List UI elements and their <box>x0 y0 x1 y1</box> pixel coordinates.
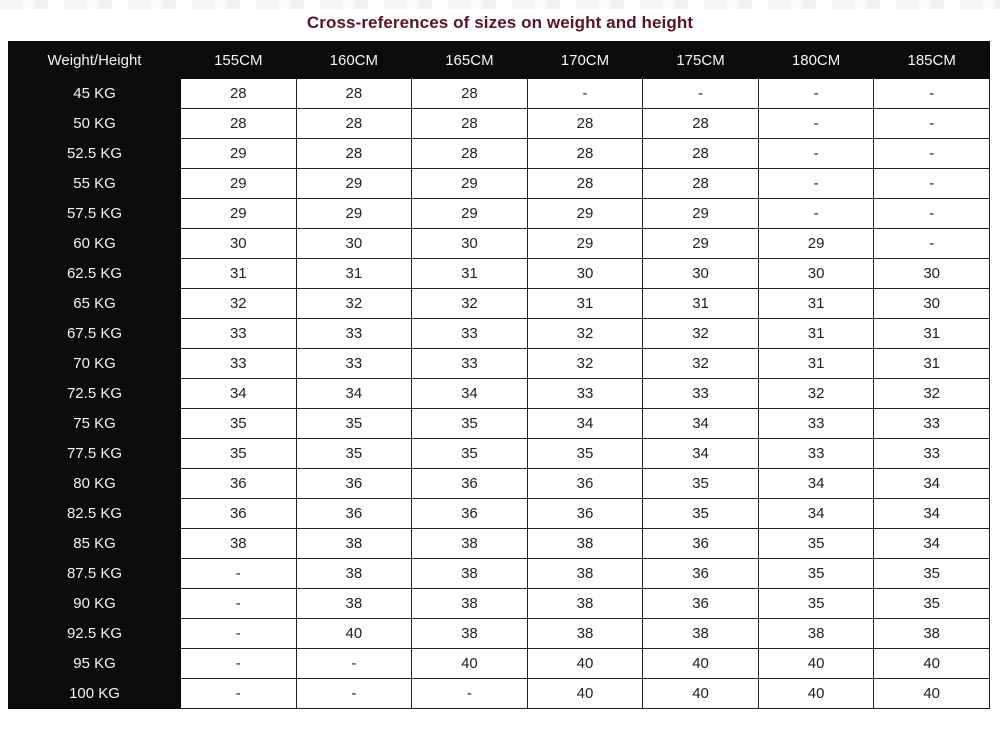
size-cell: - <box>643 79 759 109</box>
size-cell: 34 <box>181 379 297 409</box>
size-cell: 34 <box>296 379 412 409</box>
size-cell: - <box>181 679 297 709</box>
size-cell: 36 <box>296 469 412 499</box>
size-cell: 35 <box>758 529 874 559</box>
column-header: 175CM <box>643 42 759 79</box>
size-cell: 40 <box>758 649 874 679</box>
size-cell: 38 <box>412 559 528 589</box>
table-row <box>9 529 990 559</box>
size-cell: 33 <box>412 319 528 349</box>
table-body <box>9 79 990 709</box>
size-cell: 28 <box>296 109 412 139</box>
row-header: 85 KG <box>9 529 181 559</box>
size-cell: 31 <box>527 289 643 319</box>
table-row <box>9 679 990 709</box>
size-cell: 35 <box>874 559 990 589</box>
size-cell: 35 <box>412 439 528 469</box>
row-header: 75 KG <box>9 409 181 439</box>
size-cell: 35 <box>527 439 643 469</box>
size-cell: - <box>758 199 874 229</box>
size-cell: - <box>874 169 990 199</box>
size-cell: - <box>181 589 297 619</box>
size-cell: 32 <box>412 289 528 319</box>
size-cell: 28 <box>181 109 297 139</box>
size-cell: 32 <box>643 319 759 349</box>
row-header: 62.5 KG <box>9 259 181 289</box>
size-cell: - <box>874 139 990 169</box>
row-header: 45 KG <box>9 79 181 109</box>
size-cell: 29 <box>643 199 759 229</box>
size-cell: 29 <box>412 199 528 229</box>
row-header: 80 KG <box>9 469 181 499</box>
size-cell: 35 <box>874 589 990 619</box>
size-cell: 31 <box>181 259 297 289</box>
size-cell: 33 <box>758 409 874 439</box>
table-row <box>9 139 990 169</box>
size-cell: 40 <box>874 679 990 709</box>
size-cell: 30 <box>874 259 990 289</box>
size-cell: - <box>758 79 874 109</box>
row-header: 87.5 KG <box>9 559 181 589</box>
size-cell: 34 <box>758 469 874 499</box>
size-cell: 38 <box>527 559 643 589</box>
size-cell: 29 <box>527 229 643 259</box>
size-cell: 29 <box>412 169 528 199</box>
table-row <box>9 499 990 529</box>
size-cell: 28 <box>643 139 759 169</box>
size-cell: 33 <box>181 349 297 379</box>
size-cell: 38 <box>758 619 874 649</box>
size-cell: 40 <box>758 679 874 709</box>
size-cell: 33 <box>874 439 990 469</box>
size-cell: 32 <box>643 349 759 379</box>
size-cell: - <box>181 559 297 589</box>
size-cell: 30 <box>296 229 412 259</box>
size-cell: 33 <box>874 409 990 439</box>
size-cell: 38 <box>643 619 759 649</box>
row-header: 55 KG <box>9 169 181 199</box>
size-cell: 38 <box>296 559 412 589</box>
top-edge-artifact <box>0 0 1000 9</box>
size-cell: 30 <box>527 259 643 289</box>
size-cell: 34 <box>874 469 990 499</box>
row-header: 57.5 KG <box>9 199 181 229</box>
size-cell: - <box>527 79 643 109</box>
row-header: 60 KG <box>9 229 181 259</box>
table-row <box>9 469 990 499</box>
size-cell: 33 <box>643 379 759 409</box>
size-cell: 33 <box>296 319 412 349</box>
size-cell: 28 <box>527 139 643 169</box>
size-cell: 29 <box>181 139 297 169</box>
size-cell: 40 <box>412 649 528 679</box>
size-cell: 31 <box>758 319 874 349</box>
size-cell: 38 <box>527 529 643 559</box>
table-row <box>9 259 990 289</box>
table-row <box>9 199 990 229</box>
row-header: 65 KG <box>9 289 181 319</box>
size-cell: 38 <box>296 529 412 559</box>
size-cell: 33 <box>412 349 528 379</box>
size-cell: - <box>181 619 297 649</box>
row-header: 90 KG <box>9 589 181 619</box>
table-row <box>9 169 990 199</box>
size-cell: 30 <box>758 259 874 289</box>
size-cell: 36 <box>643 529 759 559</box>
table-row <box>9 319 990 349</box>
row-header: 92.5 KG <box>9 619 181 649</box>
size-cell: 34 <box>412 379 528 409</box>
size-cell: 35 <box>181 409 297 439</box>
size-cell: 28 <box>527 109 643 139</box>
size-cell: - <box>874 229 990 259</box>
size-cell: 31 <box>758 349 874 379</box>
size-cell: 38 <box>874 619 990 649</box>
size-cell: 34 <box>643 409 759 439</box>
size-cell: 29 <box>181 199 297 229</box>
page-title: Cross-references of sizes on weight and height <box>306 13 694 32</box>
size-cell: 29 <box>527 199 643 229</box>
size-cell: 34 <box>874 499 990 529</box>
row-header: 95 KG <box>9 649 181 679</box>
size-cell: - <box>758 109 874 139</box>
row-header: 70 KG <box>9 349 181 379</box>
size-cell: 40 <box>527 679 643 709</box>
size-cell: 36 <box>527 469 643 499</box>
size-cell: 29 <box>758 229 874 259</box>
table-header <box>9 42 990 79</box>
size-cell: 29 <box>181 169 297 199</box>
size-cell: - <box>412 679 528 709</box>
size-cell: 34 <box>527 409 643 439</box>
size-cell: 33 <box>527 379 643 409</box>
size-cell: 34 <box>874 529 990 559</box>
row-header: 77.5 KG <box>9 439 181 469</box>
size-cell: - <box>296 679 412 709</box>
size-cell: 36 <box>412 469 528 499</box>
size-cell: - <box>758 139 874 169</box>
column-header: 180CM <box>758 42 874 79</box>
table-row <box>9 79 990 109</box>
size-cell: 31 <box>412 259 528 289</box>
size-cell: - <box>874 79 990 109</box>
size-cell: 36 <box>412 499 528 529</box>
size-cell: 30 <box>643 259 759 289</box>
size-cell: 36 <box>296 499 412 529</box>
row-header: 82.5 KG <box>9 499 181 529</box>
size-cell: 36 <box>181 499 297 529</box>
size-cell: 35 <box>643 469 759 499</box>
table-row <box>9 289 990 319</box>
size-cell: 34 <box>758 499 874 529</box>
size-cell: 38 <box>412 619 528 649</box>
size-cell: 30 <box>874 289 990 319</box>
size-cell: 36 <box>643 589 759 619</box>
size-cell: 38 <box>527 589 643 619</box>
size-cell: 28 <box>296 79 412 109</box>
row-header: 50 KG <box>9 109 181 139</box>
size-cell: 29 <box>296 199 412 229</box>
header-row <box>9 42 990 79</box>
size-cell: 32 <box>527 319 643 349</box>
column-header: 170CM <box>527 42 643 79</box>
size-cell: 38 <box>412 529 528 559</box>
size-cell: 28 <box>527 169 643 199</box>
size-cell: 38 <box>527 619 643 649</box>
size-cell: 31 <box>758 289 874 319</box>
size-cell: 33 <box>758 439 874 469</box>
size-cell: 40 <box>874 649 990 679</box>
size-cell: 40 <box>643 679 759 709</box>
size-cell: 35 <box>758 559 874 589</box>
size-cell: 28 <box>296 139 412 169</box>
size-cell: 30 <box>181 229 297 259</box>
size-cell: 29 <box>296 169 412 199</box>
size-cell: - <box>874 109 990 139</box>
size-cell: - <box>874 199 990 229</box>
table-row <box>9 649 990 679</box>
size-cell: 31 <box>296 259 412 289</box>
size-cell: 32 <box>527 349 643 379</box>
size-cell: 31 <box>874 319 990 349</box>
table-row <box>9 379 990 409</box>
size-cell: 38 <box>412 589 528 619</box>
size-cell: 35 <box>181 439 297 469</box>
size-cell: 28 <box>643 109 759 139</box>
size-cell: 35 <box>296 409 412 439</box>
table-row <box>9 439 990 469</box>
size-cell: 33 <box>181 319 297 349</box>
size-cell: 36 <box>527 499 643 529</box>
size-cell: 38 <box>296 589 412 619</box>
size-cell: 32 <box>874 379 990 409</box>
column-header: 185CM <box>874 42 990 79</box>
size-cell: 32 <box>181 289 297 319</box>
column-header: 165CM <box>412 42 528 79</box>
size-cell: 31 <box>643 289 759 319</box>
size-cell: 31 <box>874 349 990 379</box>
table-row <box>9 229 990 259</box>
size-cross-reference-table <box>8 41 990 709</box>
size-cell: 29 <box>643 229 759 259</box>
size-cell: 28 <box>643 169 759 199</box>
size-cell: 32 <box>296 289 412 319</box>
size-cell: - <box>296 649 412 679</box>
table-row <box>9 349 990 379</box>
table-row <box>9 409 990 439</box>
column-header: 160CM <box>296 42 412 79</box>
size-cell: 40 <box>527 649 643 679</box>
size-cell: 28 <box>412 109 528 139</box>
table-row <box>9 559 990 589</box>
size-cell: - <box>758 169 874 199</box>
row-header: 67.5 KG <box>9 319 181 349</box>
size-cell: 32 <box>758 379 874 409</box>
size-cell: - <box>181 649 297 679</box>
table-row <box>9 589 990 619</box>
size-cell: 28 <box>412 139 528 169</box>
size-cell: 35 <box>643 499 759 529</box>
size-cell: 33 <box>296 349 412 379</box>
size-cell: 35 <box>412 409 528 439</box>
size-cell: 28 <box>181 79 297 109</box>
size-cell: 28 <box>412 79 528 109</box>
size-cell: 36 <box>181 469 297 499</box>
size-cell: 34 <box>643 439 759 469</box>
size-cell: 40 <box>296 619 412 649</box>
size-cell: 35 <box>758 589 874 619</box>
row-header: 72.5 KG <box>9 379 181 409</box>
table-row <box>9 619 990 649</box>
size-cell: 36 <box>643 559 759 589</box>
row-header: 52.5 KG <box>9 139 181 169</box>
corner-header: Weight/Height <box>9 42 181 79</box>
size-cell: 35 <box>296 439 412 469</box>
table-row <box>9 109 990 139</box>
column-header: 155CM <box>181 42 297 79</box>
size-cell: 40 <box>643 649 759 679</box>
size-cell: 38 <box>181 529 297 559</box>
size-cell: 30 <box>412 229 528 259</box>
row-header: 100 KG <box>9 679 181 709</box>
